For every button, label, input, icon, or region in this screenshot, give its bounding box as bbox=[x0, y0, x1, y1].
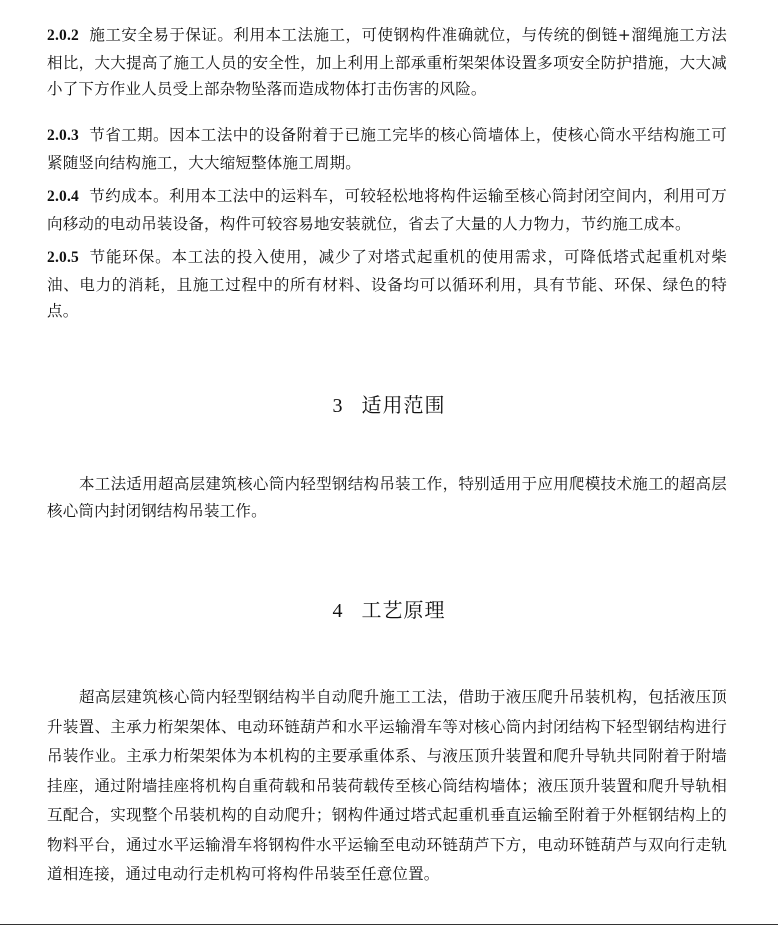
section-3-heading bbox=[0, 389, 778, 418]
item-number: 2.0.2 bbox=[47, 27, 79, 44]
item-text: 施工安全易于保证。利用本工法施工，可使钢构件准确就位，与传统的倒链+溜绳施工方法相比，大大提高了施工人员的安全性，加上利用上部承重桁架架体设置多项安全防护措施，大大减小了下方作业人员受上部杂物坠落而造成物体打击伤害的风险。 bbox=[47, 26, 727, 98]
section-number: 4 bbox=[332, 600, 344, 622]
item-text: 节约成本。利用本工法中的运料车，可较轻松地将构件运输至核心筒封闭空间内，利用可万向移动的电动吊装设备，构件可较容易地安装就位，省去了大量的人力物力，节约施工成本。 bbox=[47, 187, 727, 233]
item-text: 节能环保。本工法的投入使用，减少了对塔式起重机的使用需求，可降低塔式起重机对柴油、电力的消耗，且施工过程中的所有材料、设备均可以循环利用，具有节能、环保、绿色的特点。 bbox=[47, 248, 727, 320]
section-4-heading bbox=[0, 594, 778, 623]
item-2-0-3 bbox=[47, 122, 727, 176]
item-2-0-4 bbox=[47, 183, 727, 237]
section-number: 3 bbox=[332, 395, 344, 417]
section-title: 适用范围 bbox=[361, 393, 446, 417]
section-title: 工艺原理 bbox=[361, 598, 446, 622]
item-number: 2.0.4 bbox=[47, 188, 79, 205]
page-bottom-rule bbox=[0, 924, 778, 925]
item-number: 2.0.3 bbox=[47, 127, 79, 144]
item-2-0-2 bbox=[47, 22, 727, 103]
item-2-0-5 bbox=[47, 244, 727, 325]
item-text: 节省工期。因本工法中的设备附着于已施工完毕的核心筒墙体上，使核心筒水平结构施工可紧随竖向结构施工，大大缩短整体施工周期。 bbox=[47, 126, 727, 172]
item-number: 2.0.5 bbox=[47, 249, 79, 266]
section-3-body: 本工法适用超高层建筑核心筒内轻型钢结构吊装工作，特别适用于应用爬模技术施工的超高层核心筒内封闭钢结构吊装工作。 bbox=[47, 475, 727, 520]
section-4-body: 超高层建筑核心筒内轻型钢结构半自动爬升施工工法，借助于液压爬升吊装机构，包括液压顶升装置、主承力桁架架体、电动环链葫芦和水平运输滑车等对核心筒内封闭结构下轻型钢结构进行吊装作业。主承力桁架架体为本机构的主要承重体系、与液压顶升装置和爬升导轨共同附着于附墙挂座，通过附墙挂座将机构自重荷载和吊装荷载传至核心筒结构墙体；液压顶升装置和爬升导轨相互配合，实现整个吊装机构的自动爬升；钢构件通过塔式起重机垂直运输至附着于外框钢结构上的物料平台，通过水平运输滑车将钢构件水平运输至电动环链葫芦下方，电动环链葫芦与双向行走轨道相连接，通过电动行走机构可将构件吊装至任意位置。 bbox=[47, 688, 727, 883]
